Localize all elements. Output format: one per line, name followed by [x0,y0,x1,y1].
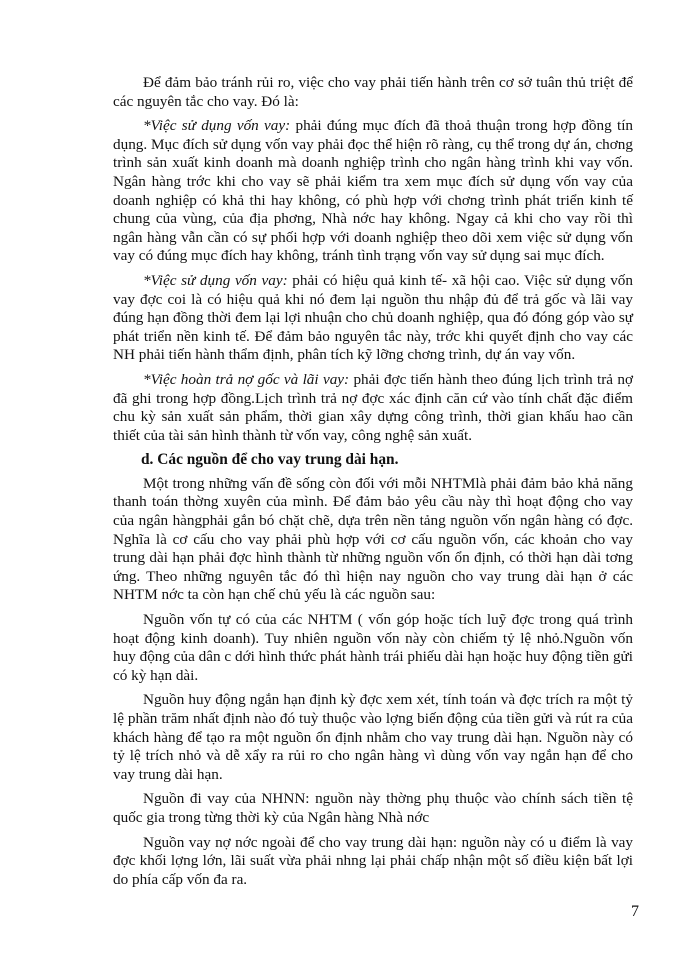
paragraph-central-bank: Nguồn đi vay của NHNN: nguồn này thờng phụ thuộc vào chính sách tiền tệ quốc gia trong từng thời kỳ của Ngân hàng Nhà nớc [113,790,633,826]
paragraph-foreign-loans: Nguồn vay nợ nớc ngoài để cho vay trung dài hạn: nguồn này có u điểm là vay đợc khối lợng lớn, lãi suất vừa phải nhng lại phải chấp nhận một số điều kiện bất lợi do phía cấp vốn đa ra. [113,833,633,888]
term-label: *Việc sử dụng vốn vay: [143,271,288,289]
paragraph-purpose: *Việc sử dụng vốn vay: phải đúng mục đích đã thoả thuận trong hợp đồng tín dụng. Mục đích sử dụng vốn vay phải đọc thể hiện rõ ràng, cụ thể trong dự án, chơng trình sản xuất kinh doanh mà doanh nghiệp trình cho ngân hàng trình khi vay vốn. Ngân hàng trớc khi cho vay sẽ phải kiểm tra xem mục đích sử dụng vốn vay của doanh nghiệp có khả thi hay không, có phù hợp với chơng trình phát triển kinh tế chung của vùng, của địa phơng, Nhà nớc hay không. Ngay cả khi cho vay rồi thì ngân hàng vẫn cần có sự phối hợp với doanh nghiệp theo dõi xem việc sử dụng vốn vay có đúng mục đích hay không, tránh tình trạng vốn vay sử dụng sai mục đích. [113,117,634,265]
page-number: 7 [631,903,639,920]
section-heading: d. Các nguồn để cho vay trung dài hạn. [141,451,399,469]
paragraph-own-capital: Nguồn vốn tự có của các NHTM ( vốn góp hoặc tích luỹ đợc trong quá trình hoạt động kinh doanh). Tuy nhiên nguồn vốn này còn chiếm tỷ lệ nhỏ.Nguồn vốn huy động của dân c dới hình thức phát hành trái phiếu dài hạn hoặc huy động tiền gửi có kỳ hạn dài. [113,611,633,684]
term-label: *Việc hoàn trả nợ gốc và lãi vay: [143,370,350,388]
paragraph-intro: Để đảm bảo tránh rủi ro, việc cho vay phải tiến hành trên cơ sở tuân thủ triệt để các nguyên tắc cho vay. Đó là: [113,74,633,110]
paragraph-repayment: *Việc hoàn trả nợ gốc và lãi vay: phải đợc tiến hành theo đúng lịch trình trả nợ đã ghi trong hợp đồng.Lịch trình trả nợ đợc xác định căn cứ vào tính chất đặc điểm chu kỳ sản xuất sản phẩm, thời gian xây dựng công trình, thời gian khấu hao cần thiết của tài sản hình thành từ vốn vay, công nghệ sản xuất. [113,370,634,444]
paragraph-short-term: Nguồn huy động ngắn hạn định kỳ đợc xem xét, tính toán và đợc trích ra một tỷ lệ phần trăm nhất định nào đó tuỳ thuộc vào lợng biến động của tiền gửi và rút ra của khách hàng để tạo ra một nguồn ổn định nhằm cho vay trung dài hạn. Nguồn này có tỷ lệ trích nhỏ và dễ xẩy ra rủi ro cho ngân hàng vì dùng vốn vay ngắn hạn để cho vay trung dài hạn. [113,691,633,783]
paragraph-efficiency: *Việc sử dụng vốn vay: phải có hiệu quả kinh tế- xã hội cao. Việc sử dụng vốn vay đợc coi là có hiệu quả khi nó đem lại nguồn thu nhập đủ để trả gốc và lãi vay đúng hạn đồng thời đem lại lợi nhuận cho chủ doanh nghiệp, qua đó đóng góp vào sự phát triển nền kinh tế. Để đảm bảo nguyên tắc này, trớc khi quyết định cho vay các NH phải tiến hành thẩm định, phân tích kỹ lỡng chơng trình, dự án vay vốn. [113,271,633,364]
document-page [113,74,633,895]
term-label: *Việc sử dụng vốn vay: [143,117,291,135]
paragraph-sources-intro: Một trong những vấn đề sống còn đối với mỗi NHTMlà phải đảm bảo khả năng thanh toán thờng xuyên của mình. Để đảm bảo yêu cầu này thì hoạt động cho vay của ngân hàngphải gắn bó chặt chẽ, dựa trên nền tảng nguồn vốn ngân hàng có đợc. Nghĩa là cơ cấu cho vay phải phù hợp với cơ cấu nguồn vốn, các khoản cho vay trung dài hạn phải đợc hình thành từ những nguồn vốn ổn định, có thời hạn dài tơng ứng. Theo những nguyên tắc đó thì hiện nay nguồn cho vay trung dài hạn ở các NHTM nớc ta còn hạn chế chủ yếu là các nguồn sau: [113,474,633,604]
